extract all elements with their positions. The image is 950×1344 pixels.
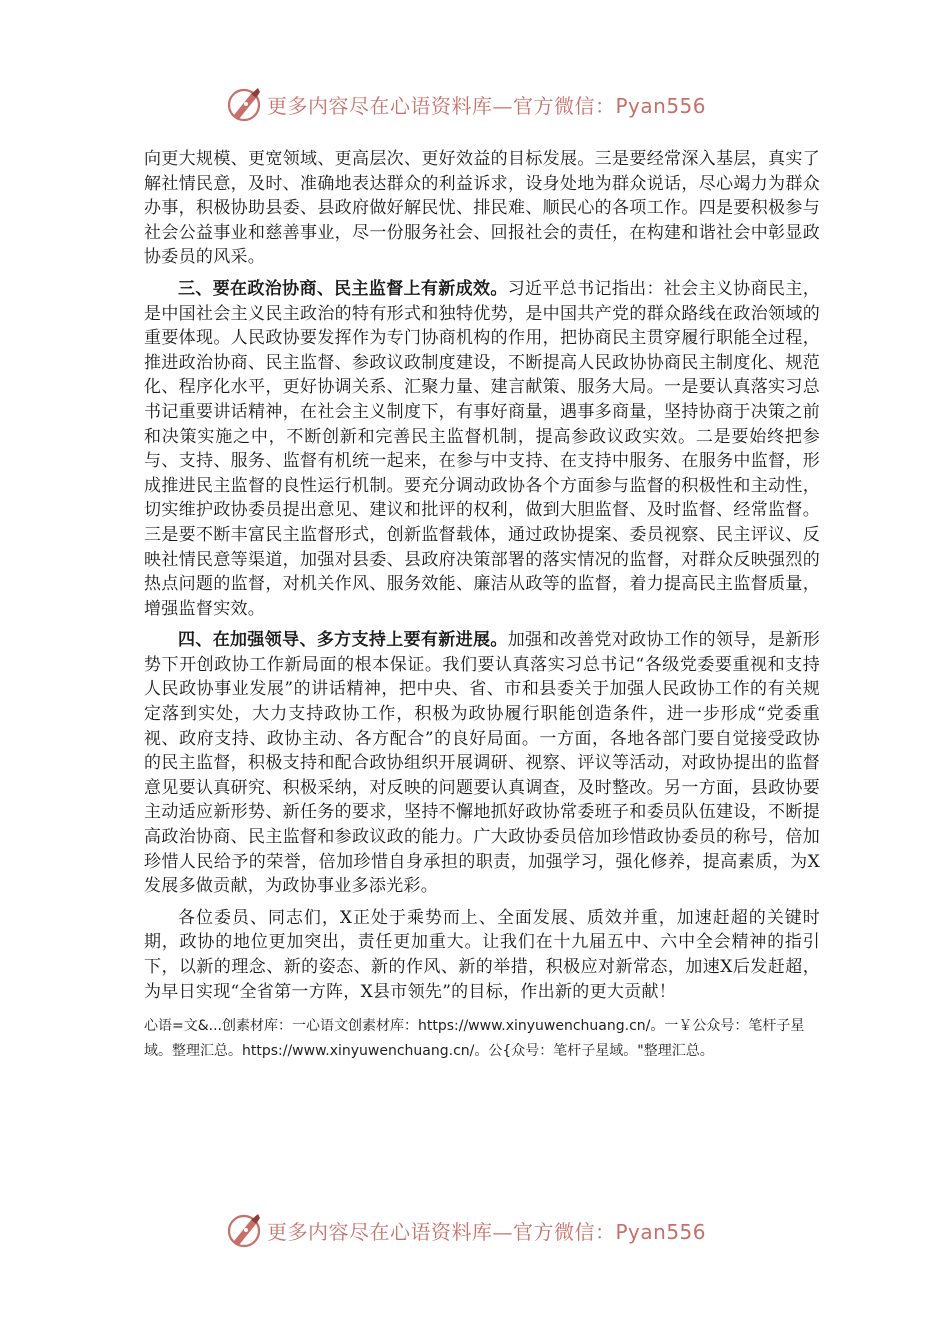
- paragraph: [144, 277, 820, 621]
- header-watermark-banner: [225, 82, 745, 126]
- paragraph: [144, 906, 820, 1004]
- footer-source-note: 心语=文&...创素材库：一心语文创素材库：https://www.xinyuwenchuang.cn/。一￥公众号：笔杆子星域。整理汇总。https://www.xinyuwenchuang.cn/。公{众号：笔杆子星域。"整理汇总。: [144, 1018, 805, 1059]
- section-heading: 三、要在政治协商、民主监督上有新成效。: [178, 278, 508, 299]
- footer-watermark-banner: [225, 1208, 745, 1252]
- pen-nib-logo-icon: [225, 84, 265, 124]
- paragraph-text: 各位委员、同志们，X正处于乘势而上、全面发展、质效并重，加速赶超的关键时期，政协的地位更加突出，责任更加重大。让我们在十九届五中、六中全会精神的指引下，以新的理念、新的姿态、新的作风、新的举措，积极应对新常态，加速X后发赶超，为早日实现“全省第一方阵，X县市领先”的目标，作出新的更大贡献！: [144, 907, 820, 1002]
- paragraph: [144, 628, 820, 899]
- section-heading: 四、在加强领导、多方支持上要有新进展。: [178, 630, 508, 651]
- paragraph: [144, 147, 820, 270]
- paragraph-text: 加强和改善党对政协工作的领导，是新形势下开创政协工作新局面的根本保证。我们要认真落实习总书记“各级党委要重视和支持人民政协事业发展”的讲话精神，把中央、省、市和县委关于加强人民政协工作的有关规定落到实处，大力支持政协工作，积极为政协履行职能创造条件，进一步形成“党委重视、政府支持、政协主动、各方配合”的良好局面。一方面，各地各部门要自觉接受政协的民主监督，积极支持和配合政协组织开展调研、视察、评议等活动，对政协提出的监督意见要认真研究、积极采纳，对反映的问题要认真调查，及时整改。另一方面，县政协要主动适应新形势、新任务的要求，坚持不懈地抓好政协常委班子和委员队伍建设，不断提高政治协商、民主监督和参政议政的能力。广大政协委员倍加珍惜政协委员的称号，倍加珍惜人民给予的荣誉，倍加珍惜自身承担的职责，加强学习，强化修养，提高素质，为X发展多做贡献，为政协事业多添光彩。: [144, 630, 820, 897]
- pen-nib-logo-icon: [225, 1210, 265, 1250]
- paragraph-text: 习近平总书记指出：社会主义协商民主，是中国社会主义民主政治的特有形式和独特优势，是中国共产党的群众路线在政治领域的重要体现。人民政协要发挥作为专门协商机构的作用，把协商民主贯穿履行职能全过程，推进政治协商、民主监督、参政议政制度建设，不断提高人民政协协商民主制度化、规范化、程序化水平，更好协调关系、汇聚力量、建言献策、服务大局。一是要认真落实习总书记重要讲话精神，在社会主义制度下，有事好商量，遇事多商量，坚持协商于决策之前和决策实施之中，不断创新和完善民主监督机制，提高参政议政实效。二是要始终把参与、支持、服务、监督有机统一起来，在参与中支持、在支持中服务、在服务中监督，形成推进民主监督的良性运行机制。要充分调动政协各个方面参与监督的积极性和主动性，切实维护政协委员提出意见、建议和批评的权利，做到大胆监督、及时监督、经常监督。三是要不断丰富民主监督形式，创新监督载体，通过政协提案、委员视察、民主评议、反映社情民意等渠道，加强对县委、县政府决策部署的落实情况的监督，对群众反映强烈的热点问题的监督，对机关作风、服务效能、廉洁从政等的监督，着力提高民主监督质量，增强监督实效。: [144, 278, 820, 619]
- document-body: [144, 147, 820, 1063]
- banner-text: 更多内容尽在心语资料库—官方微信：Pyan556: [267, 93, 707, 118]
- banner-text: 更多内容尽在心语资料库—官方微信：Pyan556: [267, 1219, 707, 1244]
- paragraph-text: 向更大规模、更宽领域、更高层次、更好效益的目标发展。三是要经常深入基层，真实了解社情民意，及时、准确地表达群众的利益诉求，设身处地为群众说话，尽心竭力为群众办事，积极协助县委、县政府做好解民忧、排民难、顺民心的各项工作。四是要积极参与社会公益事业和慈善事业，尽一份服务社会、回报社会的责任，在构建和谐社会中彰显政协委员的风采。: [144, 149, 820, 268]
